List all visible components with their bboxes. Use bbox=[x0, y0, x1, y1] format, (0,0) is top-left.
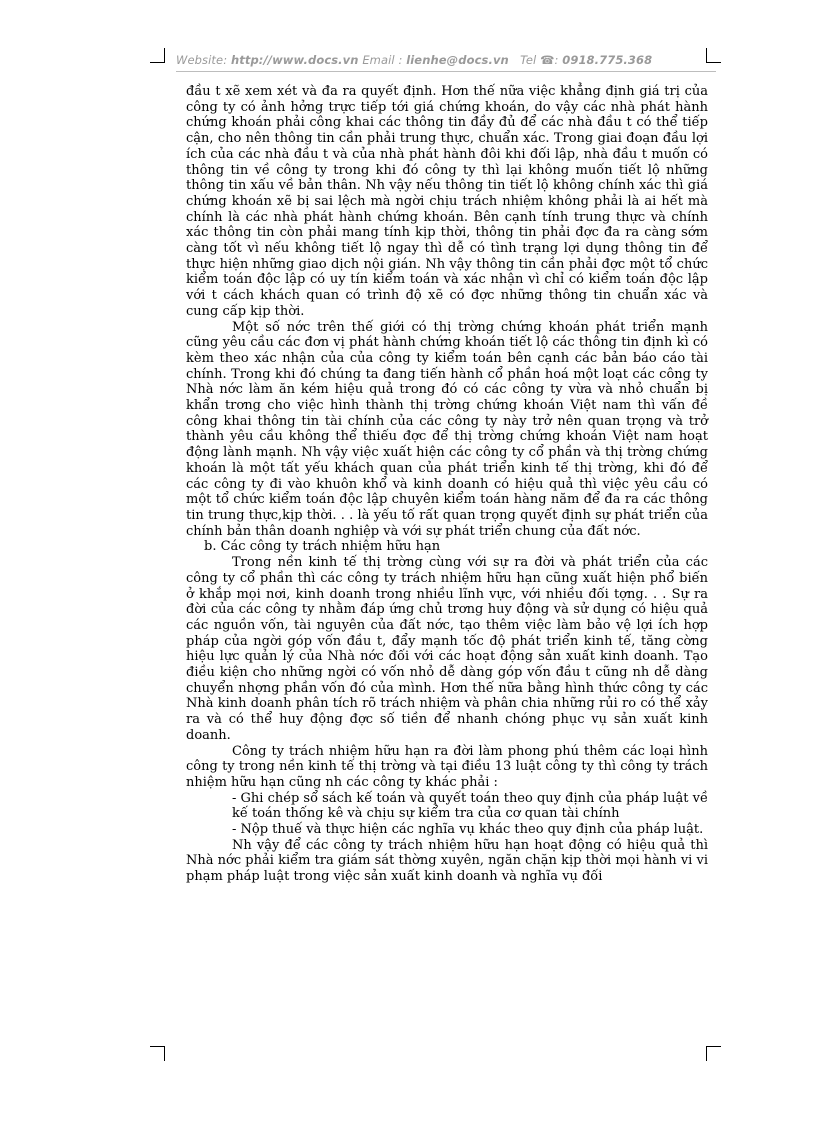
section-heading-b: b. Các công ty trách nhiệm hữu hạn bbox=[204, 539, 441, 555]
crop-mark-bottom-left bbox=[150, 1046, 165, 1061]
paragraph-1: đầu t xẽ xem xét và đa ra quyết định. Hơn thế nữa việc khẳng định giá trị của công ty có ảnh hởng trực tiếp tới giá chứng khoán, do vậy các nhà phát hành chứng khoán phải công khai các thông tin đầy đủ để các nhà đầu t có thể tiếp cận, cho nên thông tin cần phải trung thực, chuẩn xác. Trong giai đoạn đầu lợi ích của các nhà đầu t và của nhà phát hành đôi khi đối lập, nhà đầu t muốn có thông tin về công ty trong khi đó công ty thì lại không muốn tiết lộ những thông tin xấu về bản thân. Nh vậy nếu thông tin tiết lộ không chính xác thì giá chứng khoán xẽ bị sai lệch mà ngời chịu trách nhiệm không phải là ai hết mà chính là các nhà phát hành chứng khoán. Bên cạnh tính trung thực và chính xác thông tin còn phải mang tính kịp thời, thông tin phải đợc đa ra càng sớm càng tốt vì nếu không tiết lộ ngay thì dễ có tình trạng lợi dụng thông tin để thực hiện những giao dịch nội gián. Nh vậy thông tin cần phải đợc một tổ chức kiểm toán độc lập có uy tín kiểm toán và xác nhận vì chỉ có kiểm toán độc lập với t cách khách quan có trình độ xẽ có đợc những thông tin chuẩn xác và cung cấp kịp thời. bbox=[186, 84, 708, 319]
website-label: Website: bbox=[176, 53, 228, 67]
document-body bbox=[186, 84, 708, 885]
crop-mark-bottom-right bbox=[706, 1046, 721, 1061]
phone-icon: ☎: bbox=[540, 53, 559, 67]
email-label: Email : bbox=[362, 53, 403, 67]
website-url[interactable]: http://www.docs.vn bbox=[230, 53, 359, 67]
paragraph-4: Công ty trách nhiệm hữu hạn ra đời làm phong phú thêm các loại hình công ty trong nền kinh tế thị trờng và tại điều 13 luật công ty thì công ty trách nhiệm hữu hạn cũng nh các công ty khác phải : bbox=[186, 743, 708, 790]
paragraph-3: Trong nền kinh tế thị trờng cùng với sự ra đời và phát triển của các công ty cổ phần thì các công ty trách nhiệm hữu hạn cũng xuất hiện phổ biến ở khắp mọi nơi, kinh doanh trong nhiều lĩnh vực, với nhiều đối tợng. . . Sự ra đời của các công ty nhằm đáp ứng chủ trơng huy động và sử dụng có hiệu quả các nguồn vốn, tài nguyên của đất nớc, tạo thêm việc làm bảo vệ lợi ích hợp pháp của ngời góp vốn đầu t, đẩy mạnh tốc độ phát triển kinh tế, tăng cờng hiệu lực quản lý của Nhà nớc đối với các hoạt động sản xuất kinh doanh. Tạo điều kiện cho những ngời có vốn nhỏ dễ dàng góp vốn đầu t cũng nh dễ dàng chuyển nhợng phần vốn đó của mình. Hơn thế nữa bằng hình thức công ty các Nhà kinh doanh phân tích rõ trách nhiệm và phân chia những rủi ro có thể xảy ra và có thể huy động đợc số tiền để nhanh chóng phục vụ sản xuất kinh doanh. bbox=[186, 555, 708, 743]
crop-mark-top-left bbox=[150, 48, 165, 63]
tel-label: Tel bbox=[520, 53, 537, 67]
bullet-item-1: - Ghi chép sổ sách kế toán và quyết toán theo quy định của pháp luật về kế toán thống kê và chịu sự kiểm tra của cơ quan tài chính bbox=[232, 790, 708, 822]
page-header bbox=[176, 53, 716, 67]
paragraph-5: Nh vậy để các công ty trách nhiệm hữu hạn hoạt động có hiệu quả thì Nhà nớc phải kiểm tra giám sát thờng xuyên, ngăn chặn kịp thời mọi hành vi vi phạm pháp luật trong việc sản xuất kinh doanh và nghĩa vụ đối bbox=[186, 837, 708, 885]
paragraph-2: Một số nớc trên thế giới có thị trờng chứng khoán phát triển mạnh cũng yêu cầu các đơn vị phát hành chứng khoán tiết lộ các thông tin định kì có kèm theo xác nhận của của công ty kiểm toán bên cạnh các bản báo cáo tài chính. Trong khi đó chúng ta đang tiến hành cổ phần hoá một loạt các công ty Nhà nớc làm ăn kém hiệu quả trong đó có các công ty vừa và nhỏ chuẩn bị khẩn trơng cho việc hình thành thị trờng chứng khoán Việt nam thì vấn đề công khai thông tin tài chính của các công ty này trở nên quan trọng và trở thành yêu cầu không thể thiếu đợc để thị trờng chứng khoán Việt nam hoạt động lành mạnh. Nh vậy việc xuất hiện các công ty cổ phần và thị trờng chứng khoán là một tất yếu khách quan của phát triển kinh tế thị trờng, khi đó để các công ty đi vào khuôn khổ và kinh doanh có hiệu quả thì việc yêu cầu có một tổ chức kiểm toán độc lập chuyên kiểm toán hàng năm để đa ra các thông tin trung thực,kịp thời. . . là yếu tố rất quan trọng quyết định sự phát triển của chính bản thân doanh nghiệp và với sự phát triển chung của đất nớc. bbox=[186, 319, 708, 539]
bullet-item-2: - Nộp thuế và thực hiện các nghĩa vụ khác theo quy định của pháp luật. bbox=[232, 822, 704, 838]
tel-value: 0918.775.368 bbox=[562, 53, 653, 67]
email-value[interactable]: lienhe@docs.vn bbox=[406, 53, 509, 67]
header-divider bbox=[176, 71, 716, 72]
